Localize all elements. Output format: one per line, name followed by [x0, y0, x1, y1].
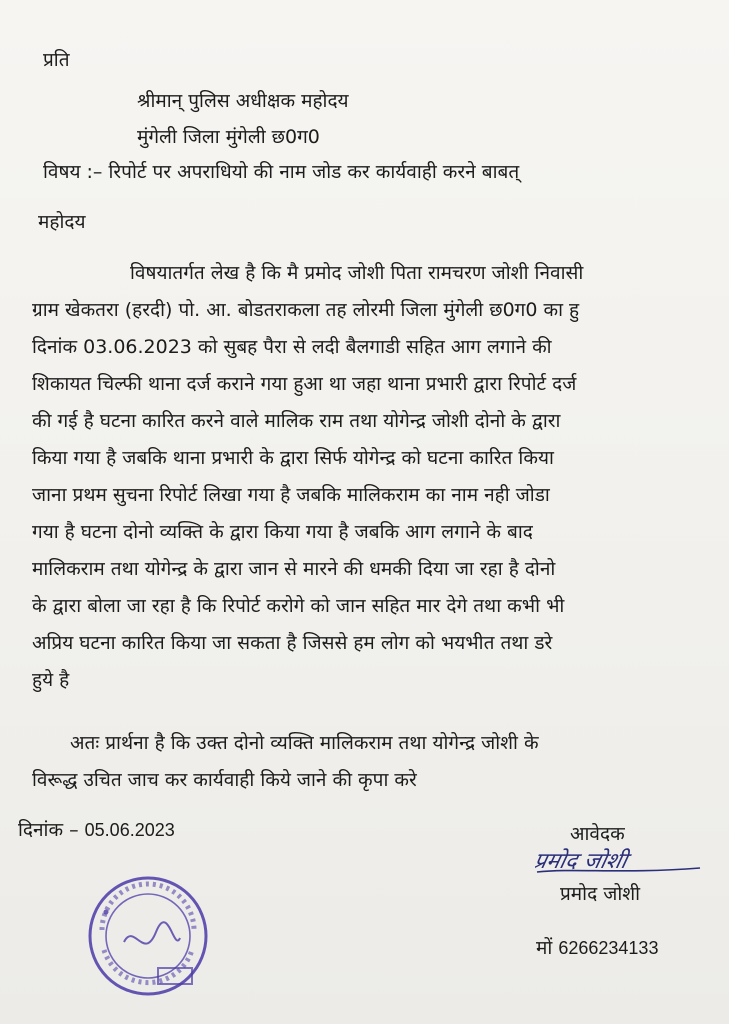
signature-icon	[535, 838, 710, 882]
mobile-label: मों	[536, 937, 553, 959]
date-value: 05.06.2023	[84, 820, 175, 840]
body-line-5: की गई है घटना कारित करने वाले मालिक राम तथा योगेन्द्र जोशी दोनो के द्वारा	[32, 410, 561, 432]
mobile-line	[536, 936, 658, 960]
body-line-11: अप्रिय घटना कारित किया जा सकता है जिससे हम लोग को भयभीत तथा डरे	[32, 632, 553, 654]
request-line-1: अतः प्रार्थना है कि उक्त दोनो व्यक्ति मालिकराम तथा योगेन्द्र जोशी के	[70, 732, 539, 754]
addressee-line-1: श्रीमान् पुलिस अधीक्षक महोदय	[137, 90, 349, 112]
body-line-8: गया है घटना दोनो व्यक्ति के द्वारा किया गया है जबकि आग लगाने के बाद	[32, 521, 533, 543]
body-line-9: मालिकराम तथा योगेन्द्र के द्वारा जान से मारने की धमकी दिया जा रहा है दोनो	[32, 558, 556, 580]
to-label: प्रति	[43, 49, 70, 71]
body-line-2: ग्राम खेकतरा (हरदी) पो. आ. बोडतराकला तह लोरमी जिला मुंगेली छ0ग0 का हु	[32, 299, 580, 321]
body-line-3: दिनांक 03.06.2023 को सुबह पैरा से लदी बैलगाडी सहित आग लगाने की	[32, 336, 552, 358]
body-line-10: के द्वारा बोला जा रहा है कि रिपोर्ट करोगे को जान सहित मार देगे तथा कभी भी	[32, 595, 565, 617]
body-line-6: किया गया है जबकि थाना प्रभारी के द्वारा सिर्फ योगेन्द्र को घटना कारित किया	[32, 447, 554, 469]
applicant-label: आवेदक	[570, 823, 625, 845]
body-line-7: जाना प्रथम सुचना रिपोर्ट लिखा गया है जबकि मालिकराम का नाम नही जोडा	[32, 484, 550, 506]
body-line-12: हुये है	[32, 669, 70, 691]
body-line-4: शिकायत चिल्फी थाना दर्ज कराने गया हुआ था जहा थाना प्रभारी द्वारा रिपोर्ट दर्ज	[32, 373, 577, 395]
subject-line: विषय :– रिपोर्ट पर अपराधियो की नाम जोड कर कार्यवाही करने बाबत्	[43, 161, 520, 183]
request-line-2: विरूद्ध उचित जाच कर कार्यवाही किये जाने की कृपा करे	[32, 769, 417, 791]
handwritten-signature	[535, 838, 710, 882]
applicant-name: प्रमोद जोशी	[560, 883, 641, 905]
date-label: दिनांक –	[18, 819, 79, 841]
date-line	[18, 818, 175, 842]
svg-text:प्रमोद जोशी: प्रमोद जोशी	[535, 848, 630, 874]
office-seal-stamp	[84, 872, 212, 1000]
salutation: महोदय	[38, 211, 86, 233]
addressee-line-2: मुंगेली जिला मुंगेली छ0ग0	[137, 126, 320, 148]
body-line-1: विषयातर्गत लेख है कि मै प्रमोद जोशी पिता रामचरण जोशी निवासी	[130, 262, 584, 284]
seal-icon	[84, 872, 212, 1000]
mobile-value: 6266234133	[558, 938, 659, 958]
